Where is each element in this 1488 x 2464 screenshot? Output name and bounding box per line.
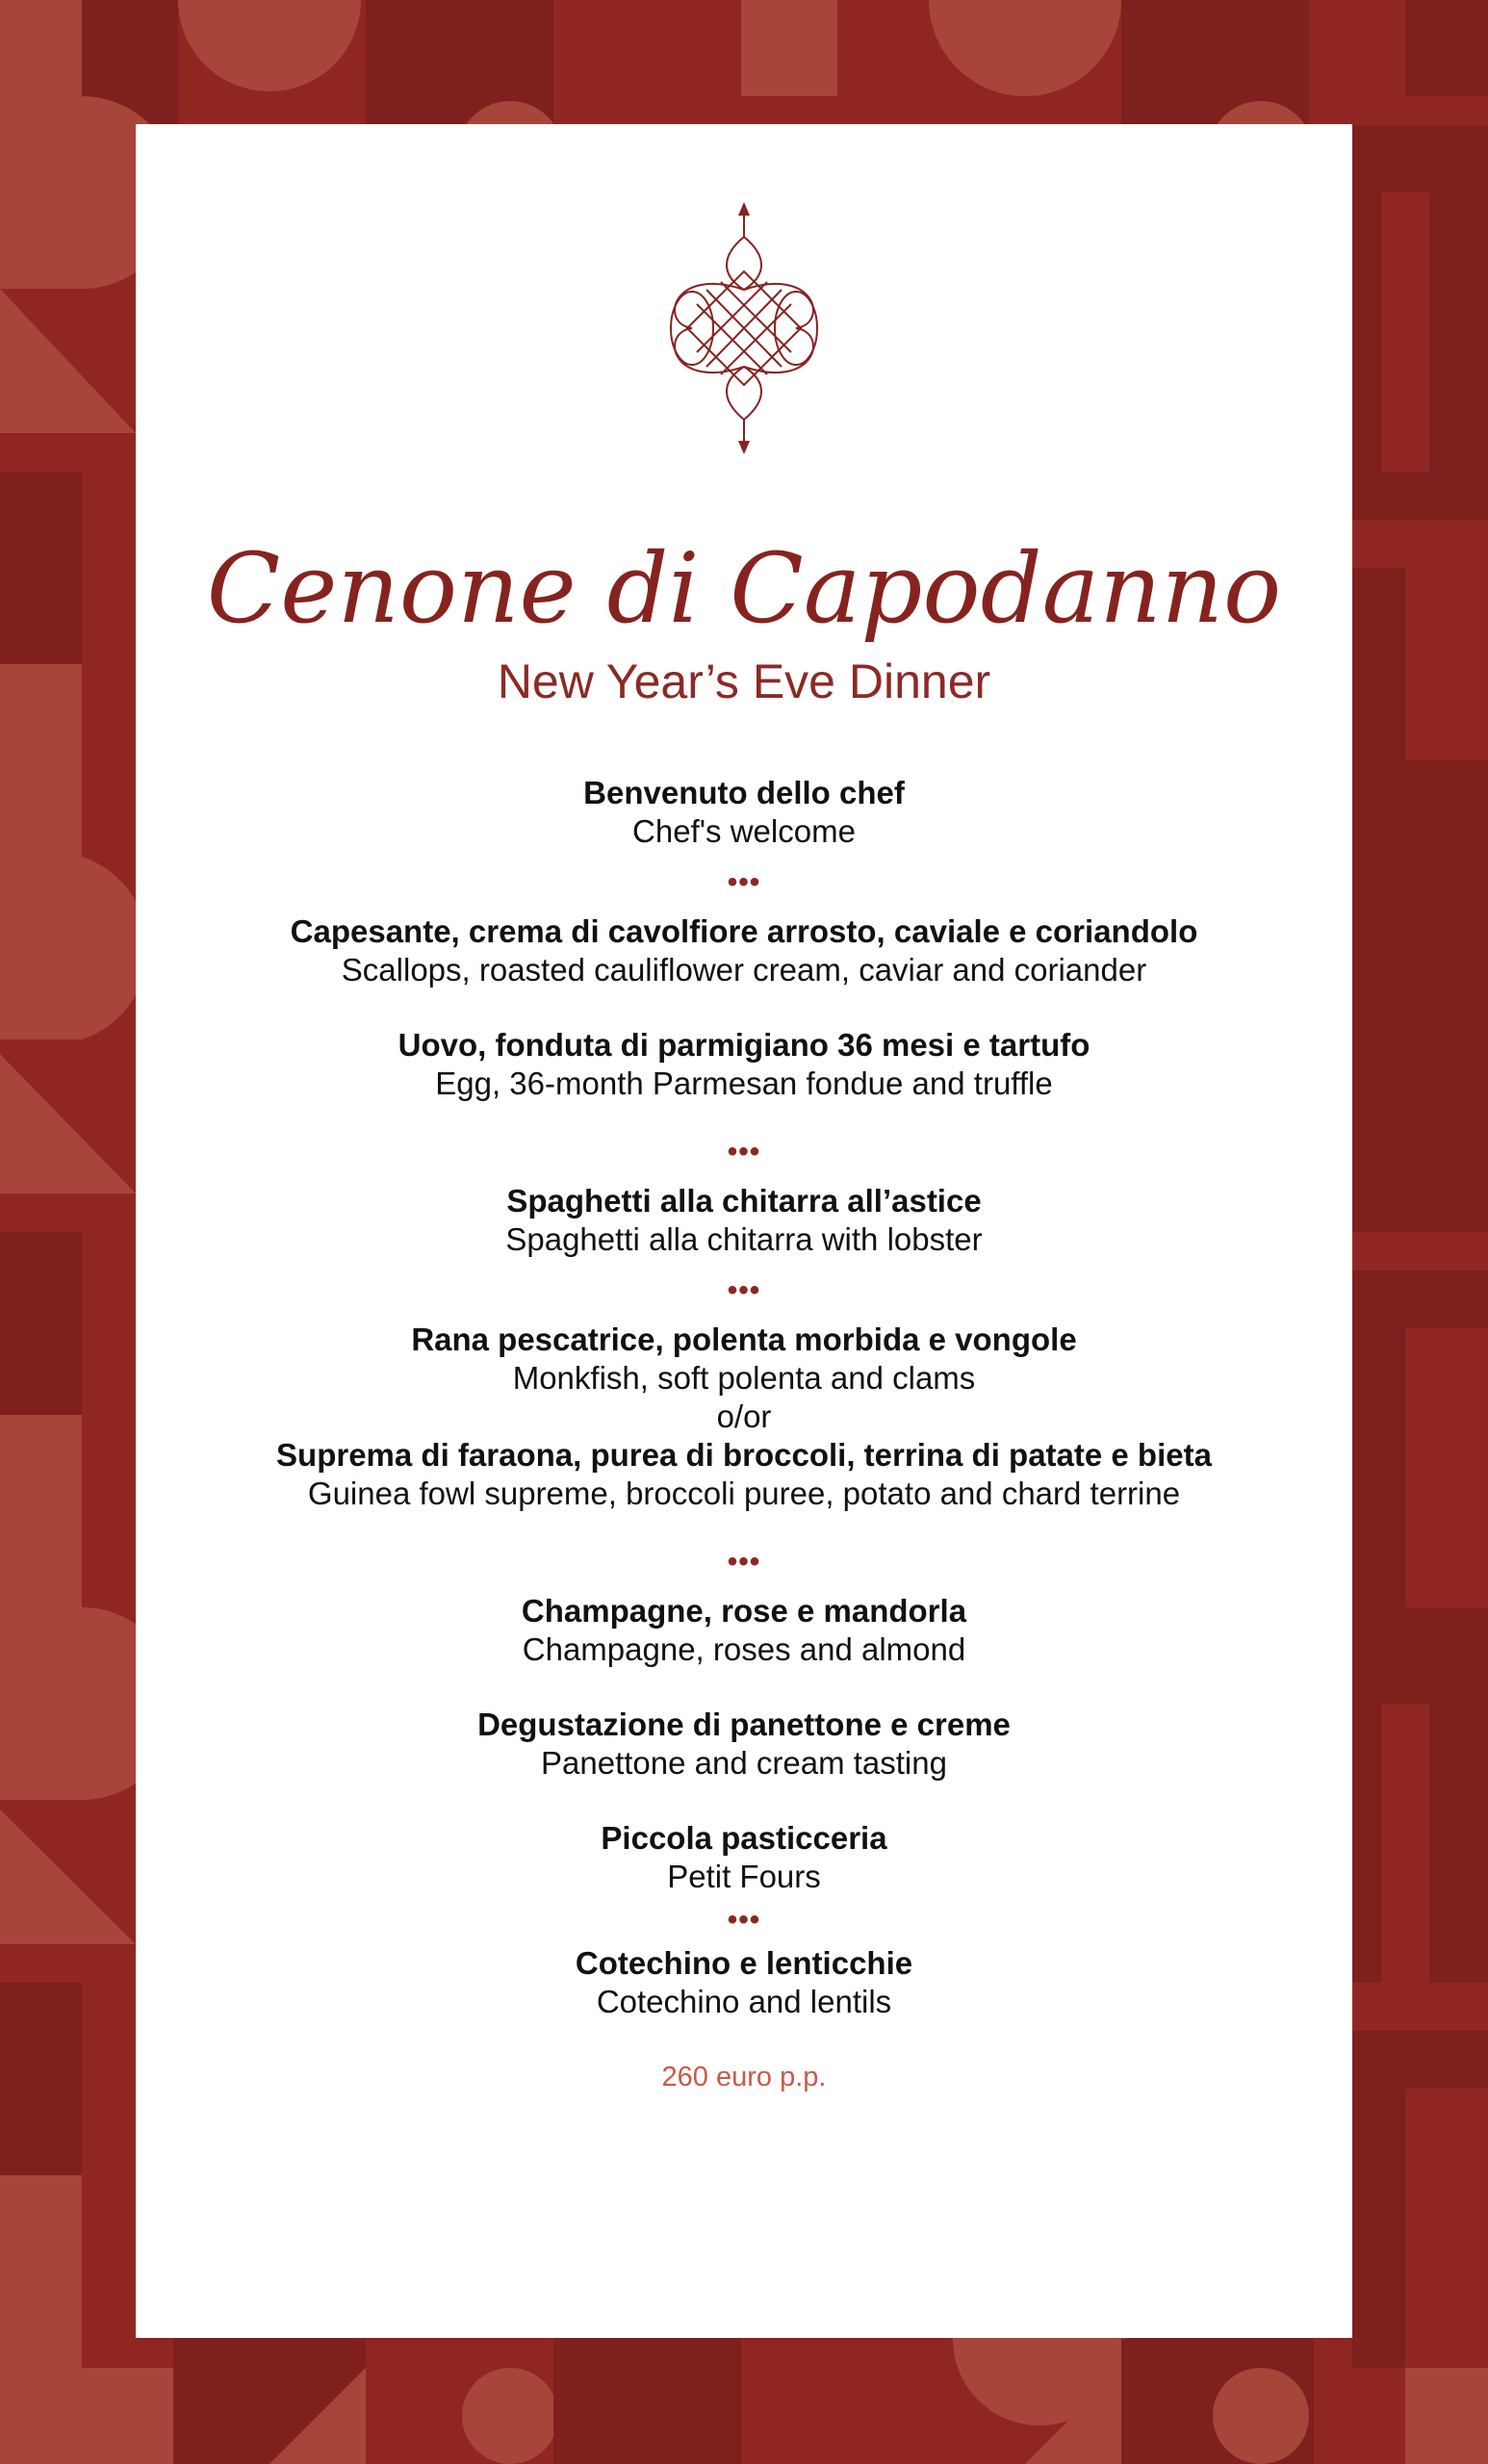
- menu-card: [136, 124, 1352, 2338]
- dish-welcome-en: Chef's welcome: [632, 813, 856, 849]
- dish-panettone-en: Panettone and cream tasting: [541, 1745, 947, 1781]
- dish-monkfish-en: Monkfish, soft polenta and clams: [512, 1360, 976, 1396]
- dish-egg-it: Uovo, fonduta di parmigiano 36 mesi e tartufo: [398, 1027, 1090, 1063]
- course-separator: •••: [727, 1546, 761, 1578]
- dish-cotechino-it: Cotechino e lenticchie: [575, 1945, 913, 1981]
- celtic-knot-ornament-icon: [654, 198, 834, 458]
- dish-spaghetti-en: Spaghetti alla chitarra with lobster: [505, 1221, 983, 1257]
- dish-petit-fours-it: Piccola pasticceria: [601, 1820, 887, 1856]
- or-label: o/or: [716, 1399, 772, 1434]
- course-separator: •••: [727, 1136, 761, 1168]
- dish-guinea-fowl-it: Suprema di faraona, purea di broccoli, terrina di patate e bieta: [276, 1437, 1212, 1473]
- dish-guinea-fowl-en: Guinea fowl supreme, broccoli puree, potato and chard terrine: [307, 1476, 1181, 1511]
- course-separator: •••: [727, 866, 761, 898]
- menu-title: Cenone di Capodanno: [206, 532, 1282, 645]
- dish-petit-fours-en: Petit Fours: [667, 1859, 821, 1894]
- dish-cotechino-en: Cotechino and lentils: [596, 1984, 892, 2019]
- dish-spaghetti-it: Spaghetti alla chitarra all’astice: [506, 1183, 982, 1219]
- menu-courses: [136, 774, 1352, 2096]
- course-separator: •••: [727, 1904, 761, 1936]
- menu-subtitle: New Year’s Eve Dinner: [497, 654, 991, 708]
- dish-egg-en: Egg, 36-month Parmesan fondue and truffle: [435, 1065, 1053, 1101]
- course-separator: •••: [727, 1274, 761, 1306]
- dish-champagne-it: Champagne, rose e mandorla: [521, 1593, 967, 1629]
- dish-champagne-en: Champagne, roses and almond: [522, 1631, 966, 1667]
- menu-price: 260 euro p.p.: [661, 2062, 827, 2092]
- dish-scallops-en: Scallops, roasted cauliflower cream, caviar and coriander: [341, 952, 1147, 988]
- dish-scallops-it: Capesante, crema di cavolfiore arrosto, caviale e coriandolo: [290, 913, 1198, 949]
- dish-welcome-it: Benvenuto dello chef: [583, 775, 905, 810]
- dish-monkfish-it: Rana pescatrice, polenta morbida e vongole: [411, 1322, 1077, 1357]
- dish-panettone-it: Degustazione di panettone e creme: [477, 1707, 1011, 1742]
